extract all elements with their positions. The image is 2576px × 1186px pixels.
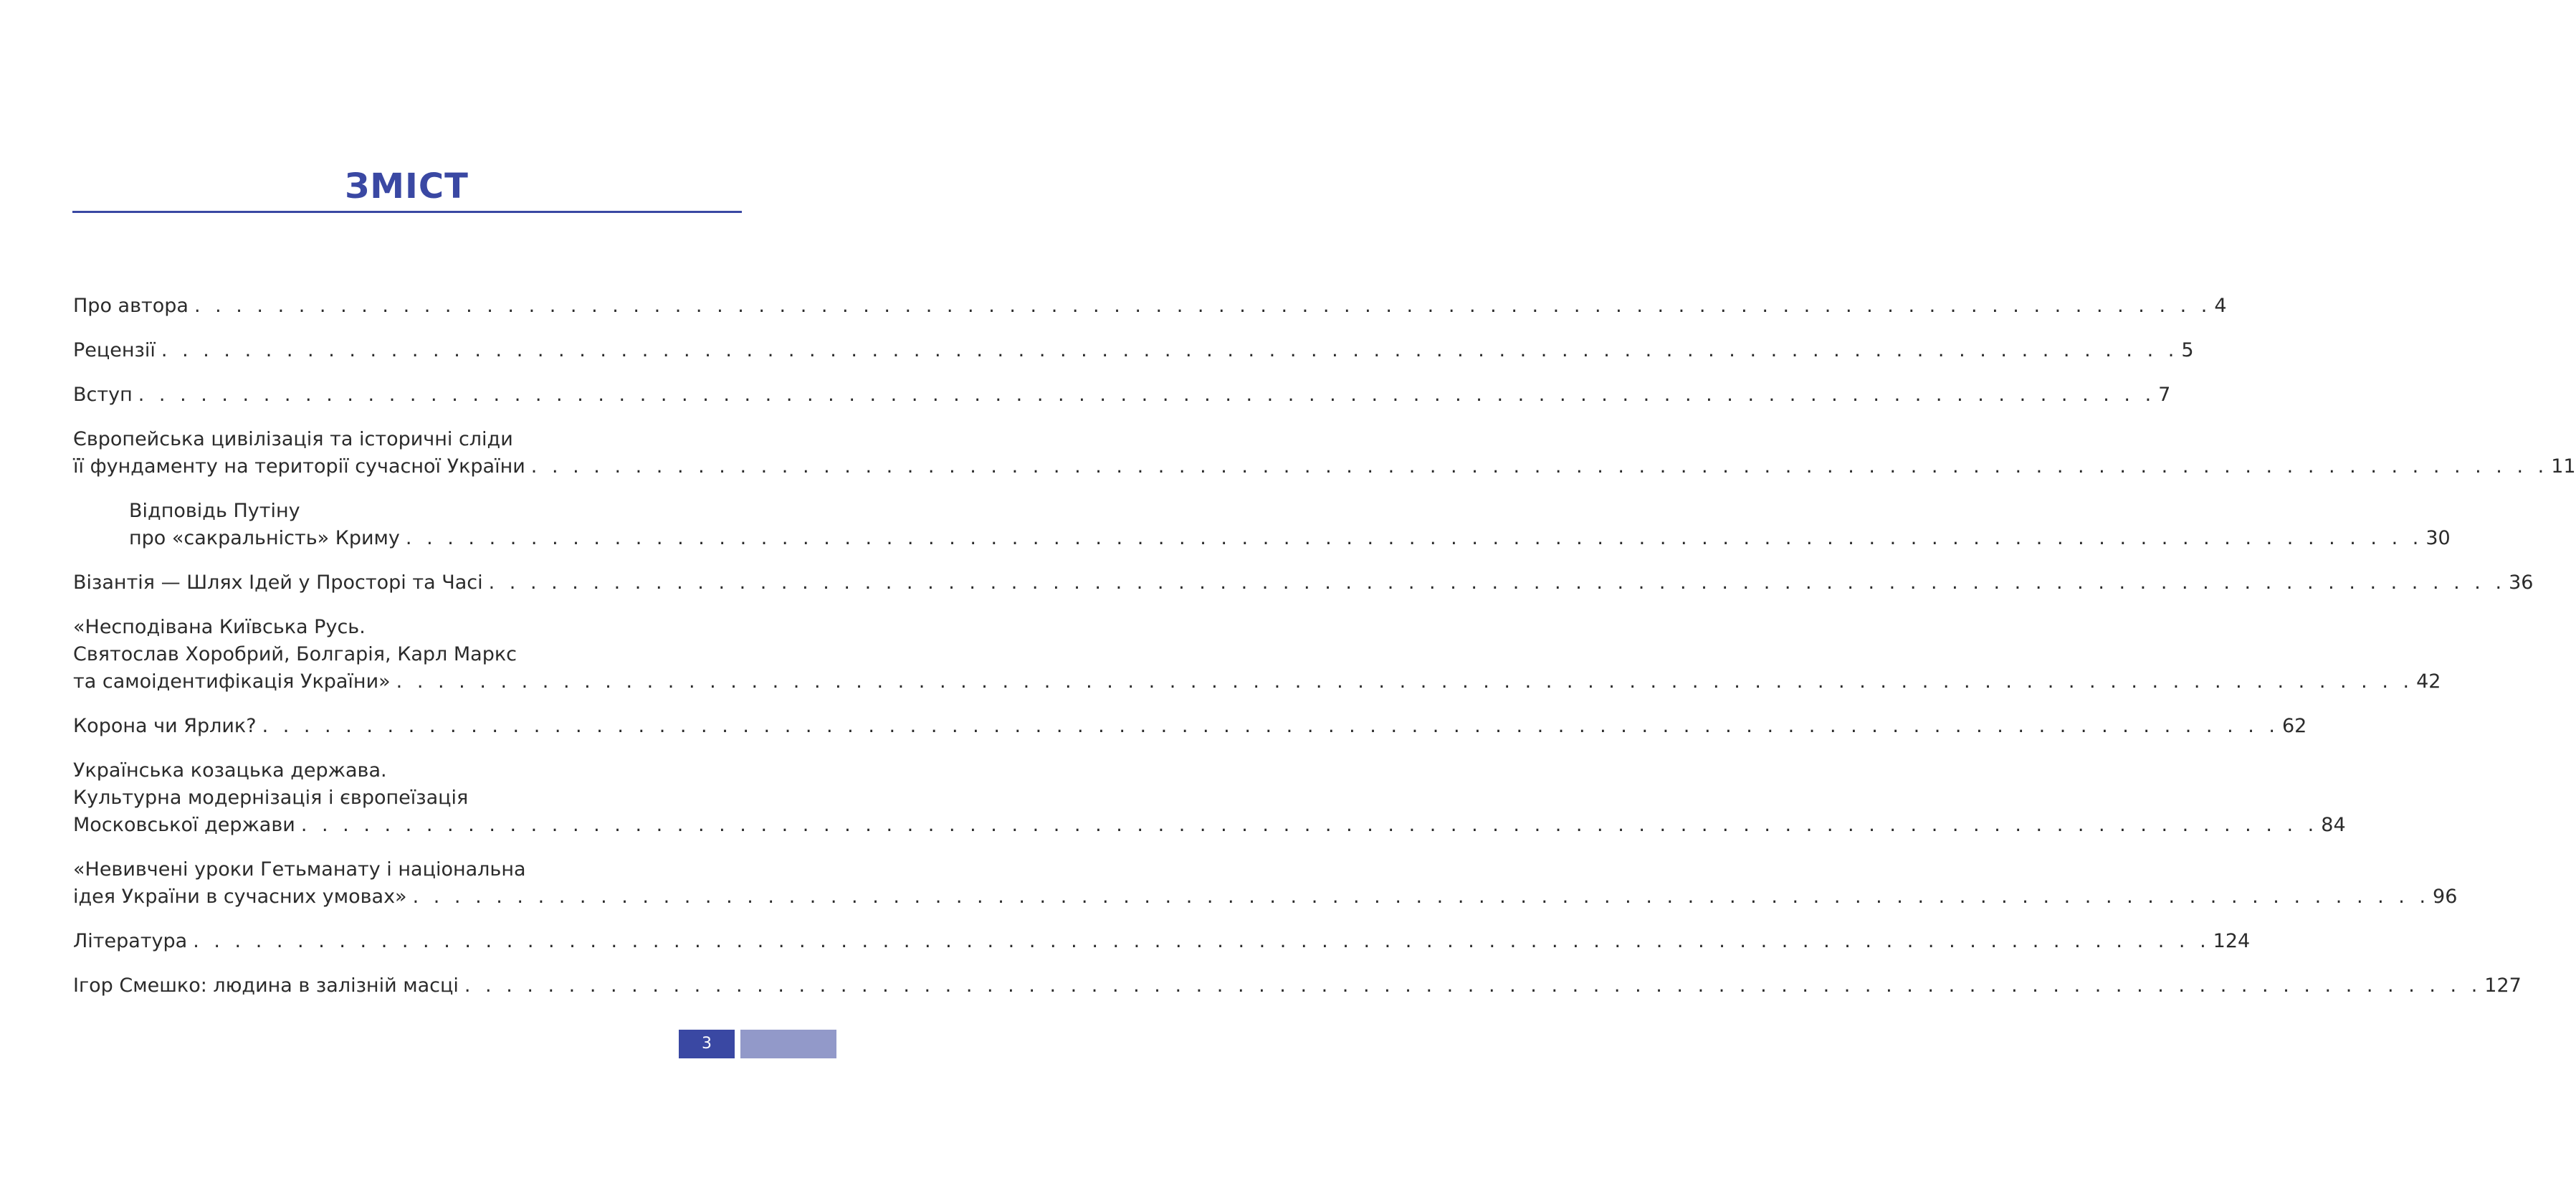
toc-entry-title: Корона чи Ярлик? bbox=[73, 715, 257, 737]
toc-page-number: 11 bbox=[2551, 455, 2576, 478]
toc-entry-leader-line bbox=[73, 668, 2441, 696]
toc-entry-title: її фундаменту на території сучасної України bbox=[73, 455, 525, 478]
toc-page-number: 5 bbox=[2181, 339, 2194, 361]
toc-entry bbox=[73, 757, 2346, 839]
toc-leader-dots: . . . . . . . . . . . . . . . . . . . . . . . . . . . . . . . . . . . . . . . . . . . . . . . . . . . . . . . . . . . . . . . . . . . . . . . . . . . . . . . . . . . . . . . . . . . . . . . . . bbox=[396, 670, 2414, 693]
toc-page-number: 96 bbox=[2433, 886, 2458, 908]
toc-page-number: 30 bbox=[2425, 527, 2451, 549]
toc-entry-title: Література bbox=[73, 930, 188, 952]
toc-entry bbox=[73, 426, 2576, 480]
toc-leader-dots: . . . . . . . . . . . . . . . . . . . . . . . . . . . . . . . . . . . . . . . . . . . . . . . . . . . . . . . . . . . . . . . . . . . . . . . . . . . . . . . . . . . . . . . . . . . . . . . . . bbox=[488, 571, 2506, 594]
toc-page-number: 62 bbox=[2282, 715, 2307, 737]
toc-leader-dots: . . . . . . . . . . . . . . . . . . . . . . . . . . . . . . . . . . . . . . . . . . . . . . . . . . . . . . . . . . . . . . . . . . . . . . . . . . . . . . . . . . . . . . . . . . . . . . . . . bbox=[193, 930, 2210, 952]
toc-entry-leader-line bbox=[73, 381, 2171, 409]
toc-entry-leader-line bbox=[73, 812, 2346, 839]
toc-entry-title: ідея України в сучасних умовах» bbox=[73, 886, 407, 908]
toc-leader-dots: . . . . . . . . . . . . . . . . . . . . . . . . . . . . . . . . . . . . . . . . . . . . . . . . . . . . . . . . . . . . . . . . . . . . . . . . . . . . . . . . . . . . . . . . . . . . . . . . . bbox=[300, 814, 2319, 836]
toc-leader-dots: . . . . . . . . . . . . . . . . . . . . . . . . . . . . . . . . . . . . . . . . . . . . . . . . . . . . . . . . . . . . . . . . . . . . . . . . . . . . . . . . . . . . . . . . . . . . . . . . . bbox=[412, 886, 2430, 908]
toc-entry-title-line: Святослав Хоробрий, Болгарія, Карл Маркс bbox=[73, 643, 517, 665]
toc-entry-leader-line bbox=[73, 713, 2307, 740]
toc-page-number: 42 bbox=[2416, 670, 2441, 693]
title-divider bbox=[72, 211, 742, 213]
toc-entry-leader-line bbox=[73, 569, 2534, 597]
toc-entry bbox=[73, 569, 2534, 597]
toc-entry-title-line: Культурна модернізація і європеїзація bbox=[73, 787, 469, 809]
toc-entry-title: та самоідентифікація України» bbox=[73, 670, 391, 693]
toc-leader-dots: . . . . . . . . . . . . . . . . . . . . . . . . . . . . . . . . . . . . . . . . . . . . . . . . . . . . . . . . . . . . . . . . . . . . . . . . . . . . . . . . . . . . . . . . . . . . . . . . . bbox=[262, 715, 2279, 737]
toc-leader-dots: . . . . . . . . . . . . . . . . . . . . . . . . . . . . . . . . . . . . . . . . . . . . . . . . . . . . . . . . . . . . . . . . . . . . . . . . . . . . . . . . . . . . . . . . . . . . . . . . . bbox=[530, 455, 2549, 478]
toc-entry-leader-line bbox=[73, 337, 2194, 364]
toc-entry-leader-line bbox=[73, 928, 2251, 955]
toc-leader-dots: . . . . . . . . . . . . . . . . . . . . . . . . . . . . . . . . . . . . . . . . . . . . . . . . . . . . . . . . . . . . . . . . . . . . . . . . . . . . . . . . . . . . . . . . . . . . . . . . . bbox=[405, 527, 2423, 549]
page-title: ЗМІСТ bbox=[345, 166, 469, 207]
toc-entry-leader-line bbox=[73, 453, 2576, 480]
toc-entry bbox=[73, 498, 2451, 552]
toc-entry bbox=[73, 337, 2194, 364]
toc-entry-title: Московської держави bbox=[73, 814, 295, 836]
toc-entry-title: Візантія — Шлях Ідей у Просторі та Часі bbox=[73, 571, 483, 594]
toc-leader-dots: . . . . . . . . . . . . . . . . . . . . . . . . . . . . . . . . . . . . . . . . . . . . . . . . . . . . . . . . . . . . . . . . . . . . . . . . . . . . . . . . . . . . . . . . . . . . . . . . . bbox=[194, 295, 2212, 317]
toc-entry-title: Ігор Смешко: людина в залізній масці bbox=[73, 974, 459, 997]
toc-entry-leader-line bbox=[73, 293, 2227, 320]
toc-page-number: 7 bbox=[2158, 384, 2171, 406]
toc-entry bbox=[73, 856, 2458, 911]
toc-leader-dots: . . . . . . . . . . . . . . . . . . . . . . . . . . . . . . . . . . . . . . . . . . . . . . . . . . . . . . . . . . . . . . . . . . . . . . . . . . . . . . . . . . . . . . . . . . . . . . . . . bbox=[161, 339, 2179, 361]
table-of-contents bbox=[73, 293, 2576, 1017]
toc-entry-title-line: Відповідь Путіну bbox=[129, 500, 300, 522]
page-number-badge: 3 bbox=[679, 1030, 735, 1058]
page-bar-decoration bbox=[740, 1030, 836, 1058]
toc-entry-title-line: «Несподівана Київська Русь. bbox=[73, 616, 366, 638]
toc-entry-leader-line bbox=[73, 972, 2522, 1000]
toc-entry bbox=[73, 972, 2522, 1000]
toc-entry-title: Вступ bbox=[73, 384, 133, 406]
toc-entry-title: Рецензії bbox=[73, 339, 156, 361]
toc-entry-title: Про автора bbox=[73, 295, 189, 317]
toc-page-number: 84 bbox=[2321, 814, 2346, 836]
toc-entry-leader-line bbox=[73, 883, 2458, 911]
toc-entry-title: про «сакральність» Криму bbox=[129, 527, 400, 549]
toc-page-number: 4 bbox=[2214, 295, 2227, 317]
toc-leader-dots: . . . . . . . . . . . . . . . . . . . . . . . . . . . . . . . . . . . . . . . . . . . . . . . . . . . . . . . . . . . . . . . . . . . . . . . . . . . . . . . . . . . . . . . . . . . . . . . . . bbox=[138, 384, 2156, 406]
toc-entry bbox=[73, 713, 2307, 740]
toc-page-number: 127 bbox=[2484, 974, 2522, 997]
toc-entry bbox=[73, 381, 2171, 409]
toc-entry-title-line: Європейська цивілізація та історичні сліди bbox=[73, 428, 513, 450]
toc-page-number: 124 bbox=[2213, 930, 2251, 952]
toc-entry-title-line: «Невивчені уроки Гетьманату і національна bbox=[73, 858, 526, 881]
toc-entry-title-line: Українська козацька держава. bbox=[73, 759, 387, 782]
toc-entry bbox=[73, 614, 2441, 696]
toc-page-number: 36 bbox=[2509, 571, 2534, 594]
toc-entry bbox=[73, 928, 2251, 955]
toc-leader-dots: . . . . . . . . . . . . . . . . . . . . . . . . . . . . . . . . . . . . . . . . . . . . . . . . . . . . . . . . . . . . . . . . . . . . . . . . . . . . . . . . . . . . . . . . . . . . . . . . . bbox=[464, 974, 2482, 997]
toc-entry bbox=[73, 293, 2227, 320]
toc-entry-leader-line bbox=[129, 525, 2451, 552]
